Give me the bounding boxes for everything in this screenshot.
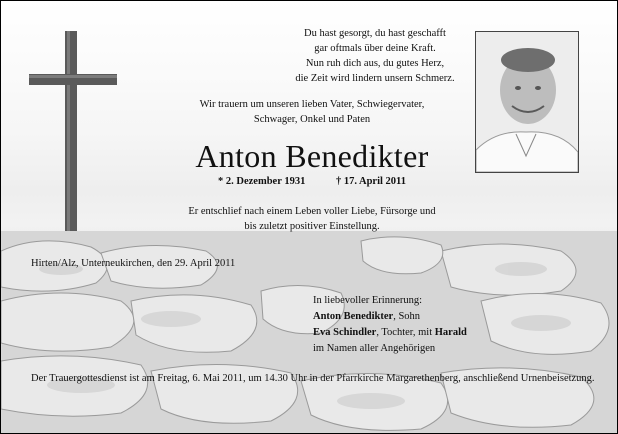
mourner-line <box>313 325 467 341</box>
mourner-name: Eva Schindler <box>313 327 377 338</box>
birth-date: * 2. Dezember 1931 <box>218 176 306 187</box>
mourning-line: Schwager, Onkel und Paten <box>253 114 371 125</box>
life-dates <box>151 176 473 187</box>
poem-line: die Zeit wird lindern unsern Schmerz. <box>295 73 455 84</box>
closing-statement <box>151 204 473 234</box>
mourning-statement <box>177 97 447 127</box>
poem-verse <box>277 26 473 86</box>
poem-line: gar oftmals über deine Kraft. <box>314 43 436 54</box>
deceased-name: Anton Benedikter <box>195 138 429 174</box>
remembrance-intro: In liebevoller Erinnerung: <box>313 295 423 306</box>
poem-line: Du hast gesorgt, du hast geschafft <box>304 28 446 39</box>
mourner-relation: , Tochter, mit <box>376 327 435 338</box>
funeral-service-info: Der Trauergottesdienst ist am Freitag, 6. Mai 2011, um 14.30 Uhr in der Pfarrkirche Margarethenberg, anschließend Urnenbeisetzung. <box>31 373 595 384</box>
portrait-photo <box>475 31 579 173</box>
mourner-line <box>313 309 467 325</box>
mourning-line: Wir trauern um unseren lieben Vater, Schwiegervater, <box>199 99 425 110</box>
relatives-line: im Namen aller Angehörigen <box>313 343 436 354</box>
cross-icon <box>1 1 131 241</box>
place-and-date: Hirten/Alz, Unterneukirchen, den 29. April 2011 <box>31 258 236 269</box>
death-date: † 17. April 2011 <box>335 176 406 187</box>
poem-line: Nun ruh dich aus, du gutes Herz, <box>305 58 445 69</box>
mourners-block <box>313 293 467 357</box>
closing-line: Er entschlief nach einem Leben voller Liebe, Fürsorge und <box>188 206 436 217</box>
closing-line: bis zuletzt positiver Einstellung. <box>244 221 380 232</box>
mourner-name: Anton Benedikter <box>313 311 394 322</box>
mourner-relation: , Sohn <box>393 311 421 322</box>
mourner-partner: Harald <box>434 327 467 338</box>
